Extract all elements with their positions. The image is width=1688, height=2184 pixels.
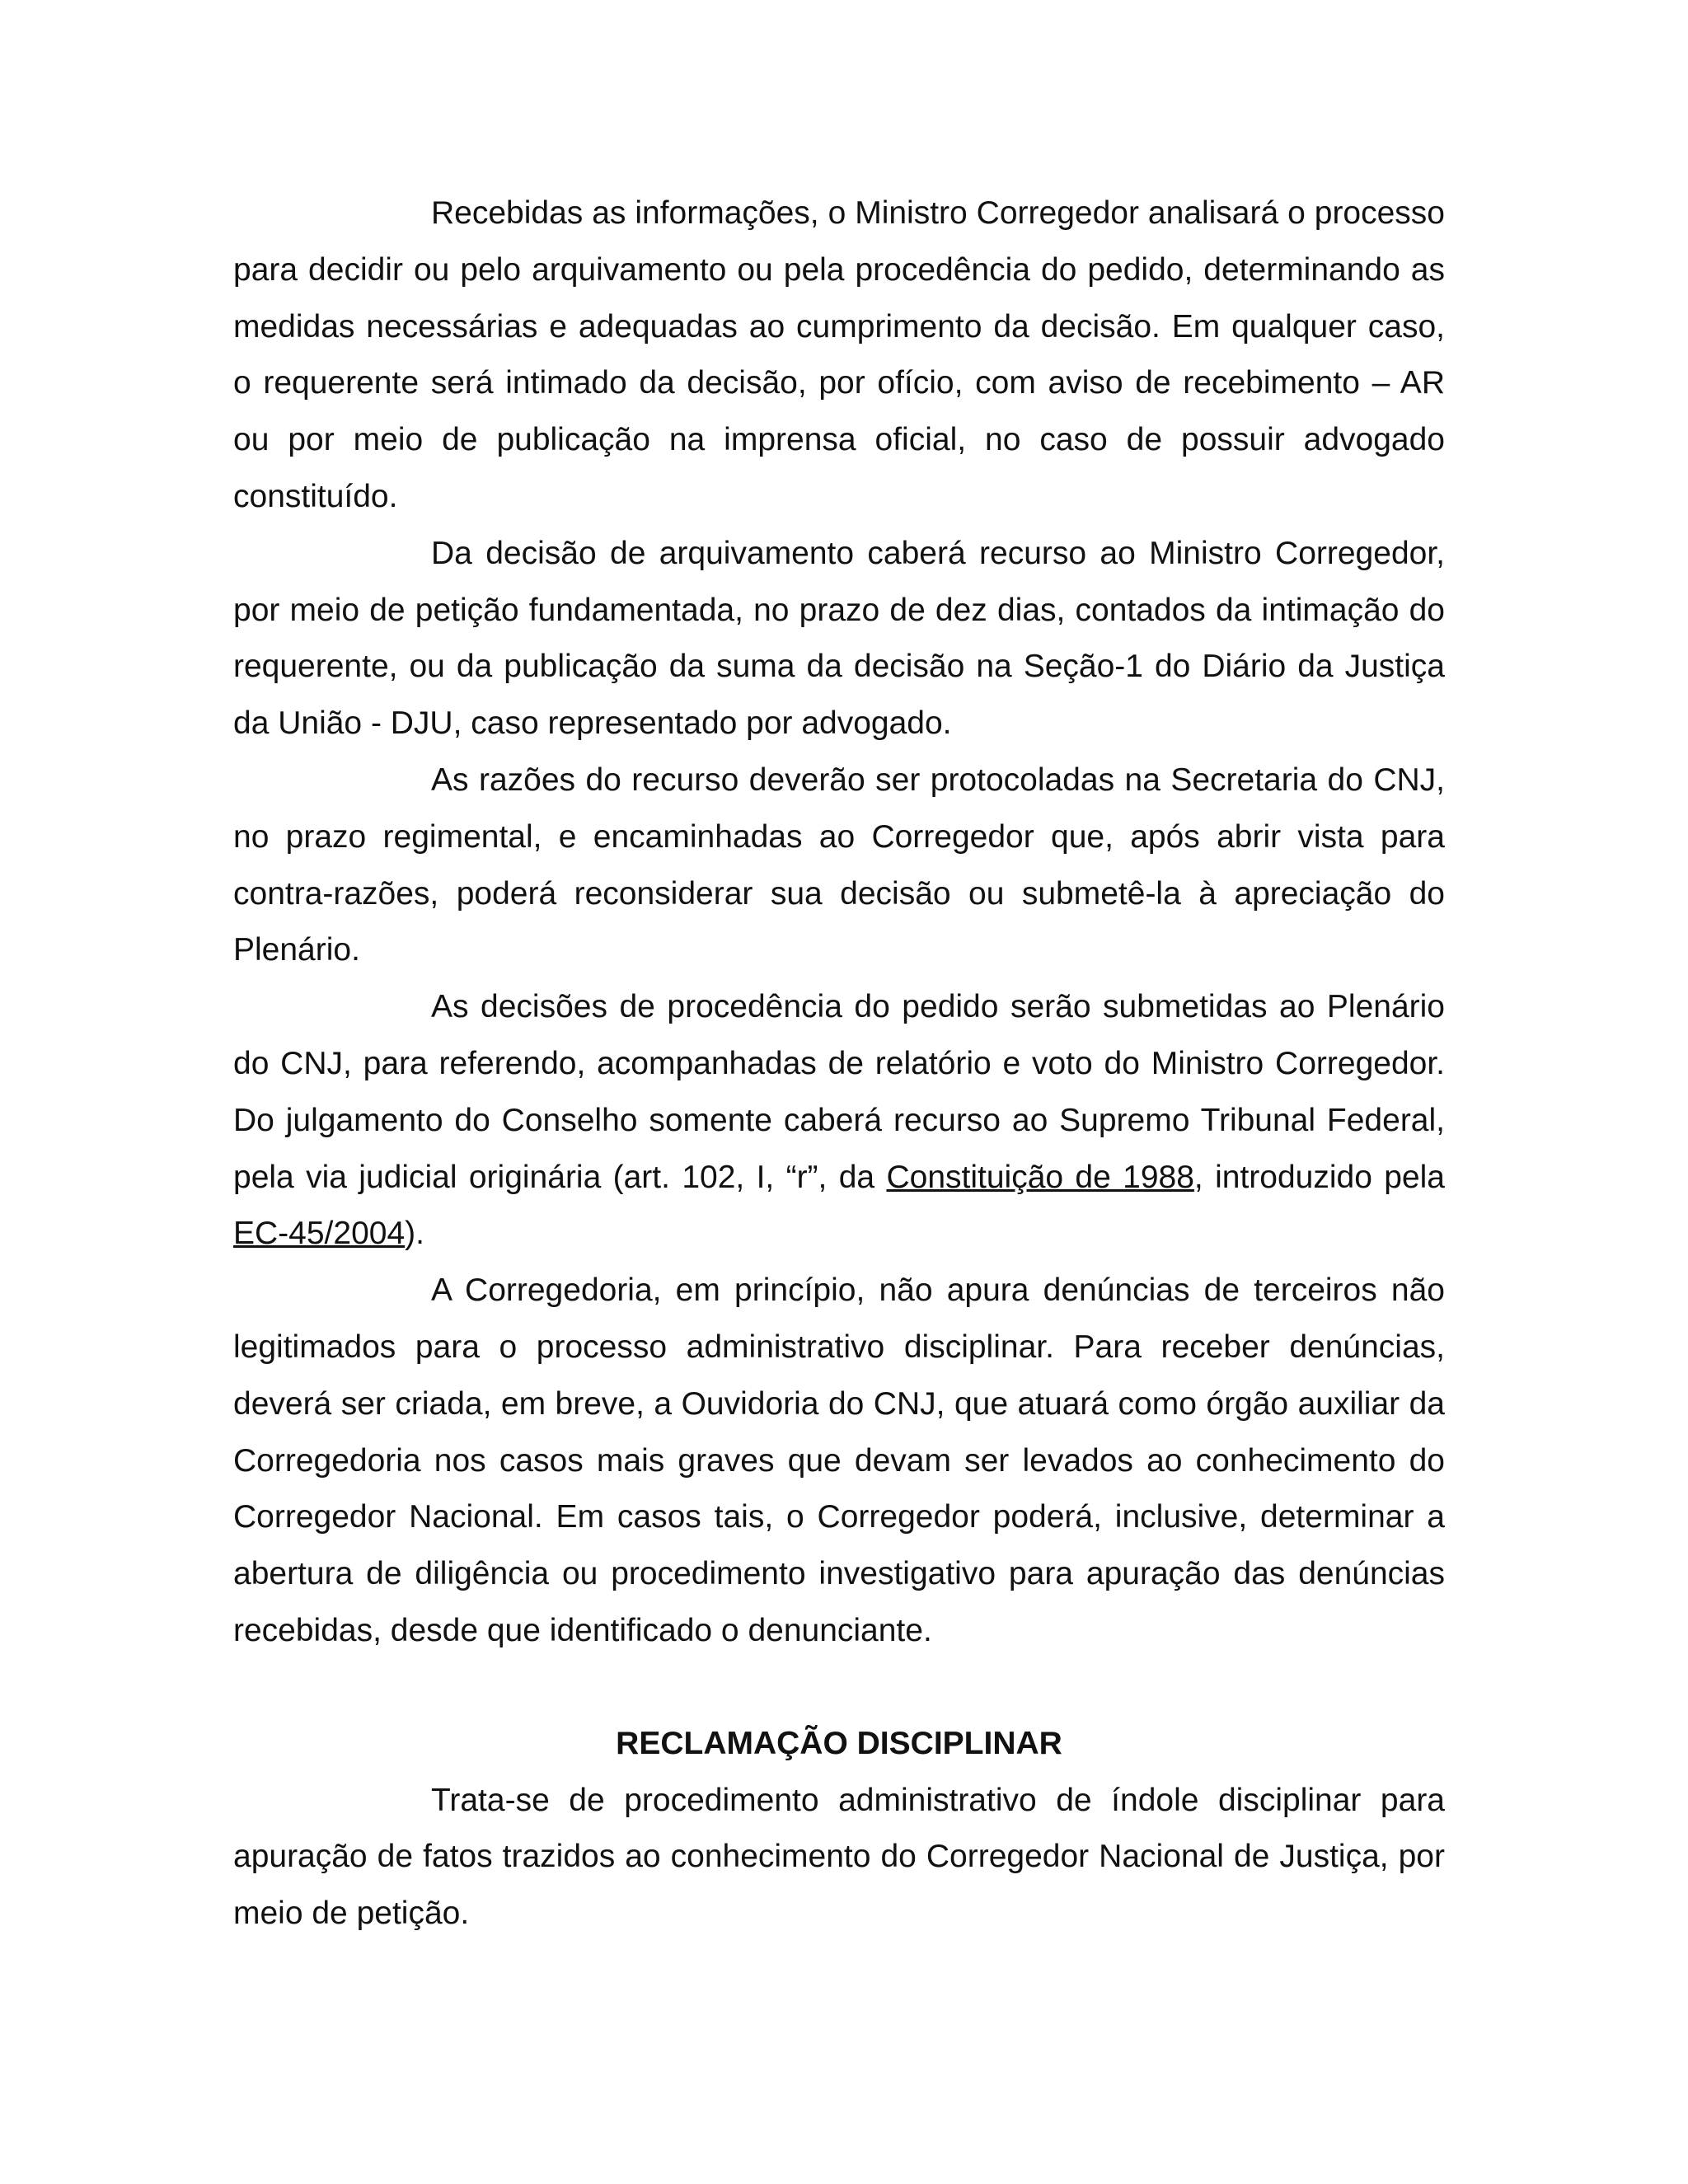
ec-45-2004-link[interactable]: EC-45/2004 <box>233 1216 406 1252</box>
paragraph-decisoes-procedencia <box>233 979 1445 1263</box>
paragraph-reclamacao-disciplinar: Trata-se de procedimento administrativo de índole disciplinar para apuração de fatos trazidos ao conhecimento do Corregedor Nacional de Justiça, por meio de petição. <box>233 1782 1445 1932</box>
paragraph-text: As decisões de procedência do pedido serão submetidas ao Plenário do CNJ, para referendo, acompanhadas de relatório e voto do Ministro Corregedor. Do julgamento do Conselho somente caberá recurso ao Supremo Tribunal Federal, pela via judicial originária (art. 102, I, “r”, da <box>233 989 1445 1195</box>
paragraph-recurso-arquivamento: Da decisão de arquivamento caberá recurso ao Ministro Corregedor, por meio de petição fundamentada, no prazo de dez dias, contados da intimação do requerente, ou da publicação da suma da decisão na Seção-1 do Diário da Justiça da União - DJU, caso representado por advogado. <box>233 535 1445 742</box>
paragraph-text: , introduzido pela <box>1193 1159 1445 1195</box>
constituicao-1988-link[interactable]: Constituição de 1988 <box>886 1159 1194 1195</box>
paragraph-corregedoria-denuncias: A Corregedoria, em princípio, não apura denúncias de terceiros não legitimados para o processo administrativo disciplinar. Para receber denúncias, deverá ser criada, em breve, a Ouvidoria do CNJ, que atuará como órgão auxiliar da Corregedoria nos casos mais graves que devam ser levados ao conhecimento do Corregedor Nacional. Em casos tais, o Corregedor poderá, inclusive, determinar a abertura de diligência ou procedimento investigativo para apuração das denúncias recebidas, desde que identificado o denunciante. <box>233 1272 1445 1648</box>
paragraph-informacoes: Recebidas as informações, o Ministro Corregedor analisará o processo para decidir ou pelo arquivamento ou pela procedência do pedido, determinando as medidas necessárias e adequadas ao cumprimento da decisão. Em qualquer caso, o requerente será intimado da decisão, por ofício, com aviso de recebimento – AR ou por meio de publicação na imprensa oficial, no caso de possuir advogado constituído. <box>233 195 1445 514</box>
section-heading: RECLAMAÇÃO DISCIPLINAR <box>616 1725 1062 1761</box>
paragraph-text: ). <box>405 1216 424 1252</box>
paragraph-razoes-recurso: As razões do recurso deverão ser protocoladas na Secretaria do CNJ, no prazo regimental, e encaminhadas ao Corregedor que, após abrir vista para contra-razões, poderá reconsiderar sua decisão ou submetê-la à apreciação do Plenário. <box>233 762 1445 968</box>
document-body <box>233 185 1445 1943</box>
